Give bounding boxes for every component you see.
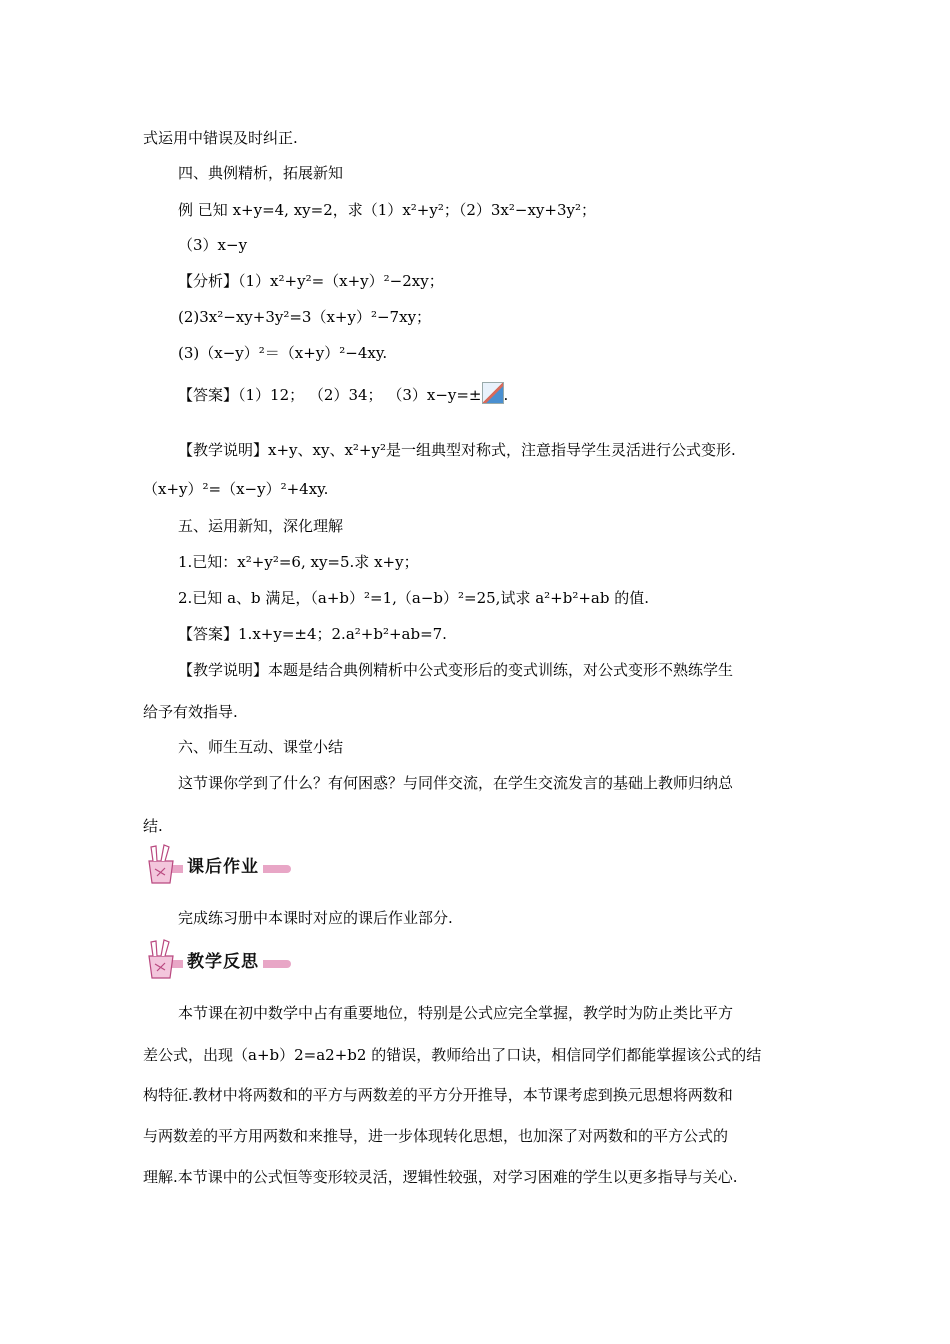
- section-heading: 四、典例精析，拓展新知: [178, 164, 344, 182]
- teaching-note-text: x+y、xy、x²+y²是一组典型对称式，注意指导学生灵活进行公式变形.: [268, 441, 736, 459]
- practice-item-2: 2.已知 a、b 满足，（a+b）²=1,（a−b）²=25,试求 a²+b²+ab 的值.: [178, 589, 650, 607]
- analysis-label: 【分析】: [178, 272, 239, 290]
- example-prefix: 例 已知: [178, 201, 228, 219]
- analysis-line-2: (2)3x²−xy+3y²=3（x+y）²−7xy；: [178, 308, 432, 326]
- summary-text: 这节课你学到了什么？有何困惑？与同伴交流，在学生交流发言的基础上教师归纳总: [178, 774, 734, 792]
- teaching-note-line: [178, 440, 736, 460]
- section-heading: 五、运用新知，深化理解: [178, 517, 344, 535]
- section-heading: 六、师生互动、课堂小结: [178, 738, 344, 756]
- example-given: x+y=4, xy=2，求（1）: [232, 201, 403, 219]
- banner-title: 课后作业: [183, 852, 263, 877]
- teaching-note-formula: （x+y）²=（x−y）²+4xy.: [143, 480, 329, 498]
- example-q2: 3x²−xy+3y²；: [490, 201, 597, 219]
- answer-text: （1）12； （2）34； （3）x−y=±: [238, 386, 482, 404]
- example-q1: x²+y²；（2）: [402, 201, 491, 219]
- pencil-cup-icon: [143, 938, 183, 982]
- homework-text: 完成练习册中本课时对应的课后作业部分.: [178, 909, 453, 927]
- analysis-line: [178, 271, 444, 291]
- teaching-note-line-2: [178, 660, 733, 680]
- broken-image-icon: [482, 382, 504, 404]
- summary-cont: 结.: [143, 817, 163, 835]
- teaching-note-cont: 给予有效指导.: [143, 703, 238, 721]
- reflection-line: 差公式，出现（a+b）2=a2+b2 的错误，教师给出了口诀，相信同学们都能掌握该公式的结: [143, 1046, 762, 1064]
- example-line: [178, 200, 596, 220]
- answer-text: 1.x+y=±4；2.a²+b²+ab=7.: [238, 625, 447, 643]
- pencil-cup-icon: [143, 843, 183, 887]
- analysis-text: （1）x²+y²=（x+y）²−2xy；: [238, 272, 444, 290]
- answer-label: 【答案】: [178, 625, 239, 643]
- homework-banner: [143, 843, 291, 887]
- banner-title: 教学反思: [183, 947, 263, 972]
- reflection-line: 本节课在初中数学中占有重要地位，特别是公式应完全掌握，教学时为防止类比平方: [178, 1004, 734, 1022]
- reflection-line: 理解.本节课中的公式恒等变形较灵活，逻辑性较强，对学习困难的学生以更多指导与关心.: [143, 1168, 738, 1186]
- answer-label: 【答案】: [178, 386, 239, 404]
- teaching-note-label: 【教学说明】: [178, 441, 269, 459]
- reflection-line: 构特征.教材中将两数和的平方与两数差的平方分开推导，本节课考虑到换元思想将两数和: [143, 1086, 733, 1104]
- reflection-banner: [143, 938, 291, 982]
- text-line: 式运用中错误及时纠正.: [143, 129, 298, 147]
- answer-line: [178, 382, 508, 405]
- teaching-note-text: 本题是结合典例精析中公式变形后的变式训练，对公式变形不熟练学生: [268, 661, 734, 679]
- answer-line-2: [178, 624, 447, 644]
- example-q3: （3）x−y: [178, 236, 248, 254]
- analysis-line-3: (3)（x−y）²＝（x+y）²−4xy.: [178, 344, 388, 362]
- practice-item-1: 1.已知：x²+y²=6, xy=5.求 x+y；: [178, 553, 419, 571]
- answer-end: .: [503, 386, 509, 404]
- teaching-note-label: 【教学说明】: [178, 661, 269, 679]
- reflection-line: 与两数差的平方用两数和来推导，进一步体现转化思想，也加深了对两数和的平方公式的: [143, 1127, 729, 1145]
